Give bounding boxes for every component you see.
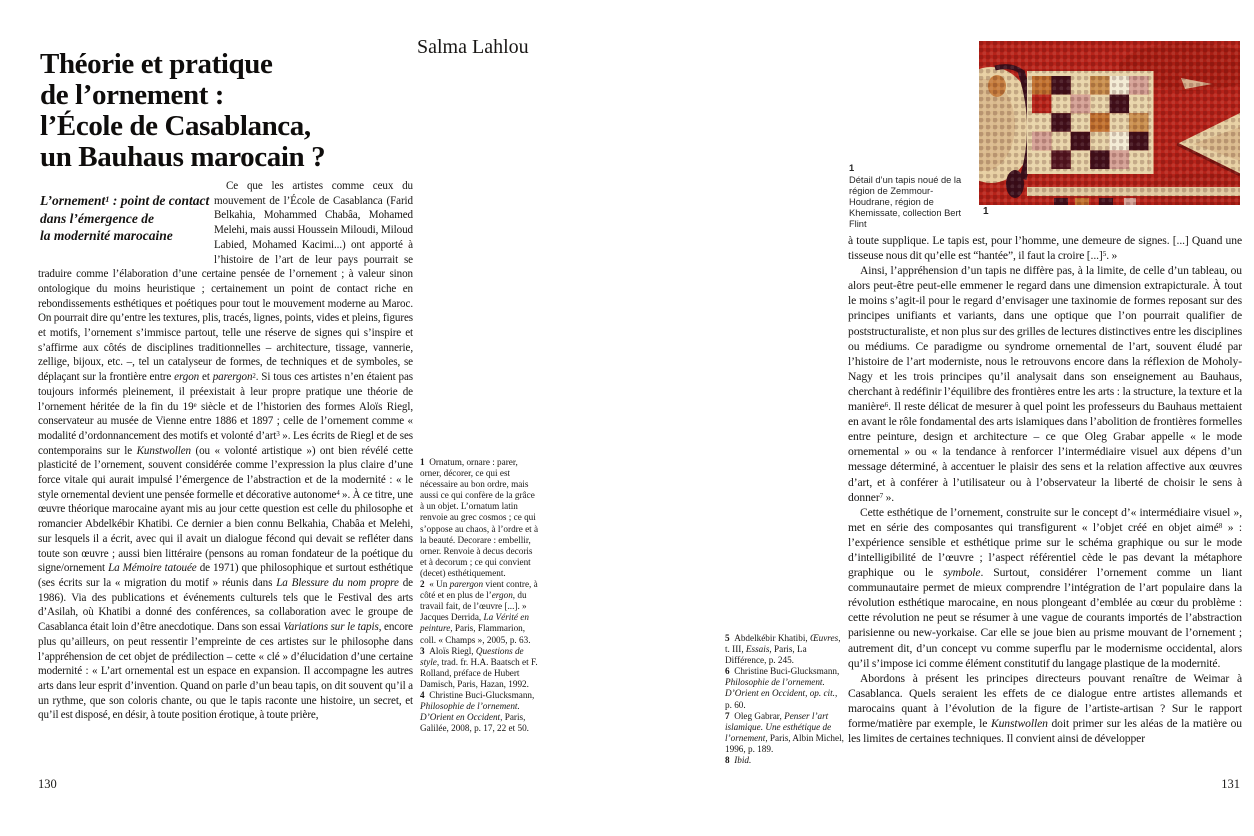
page-number-right: 131 xyxy=(1221,777,1240,791)
title-line: l’École de Casablanca, xyxy=(40,110,311,143)
footnote: 7 Oleg Gabrar, Penser l’art islamique. Une esthétique de l’ornement, Paris, Albin Michel, 1996, p. 189. xyxy=(725,710,844,754)
article-title xyxy=(40,49,325,173)
footnote: 2 « Un parergon vient contre, à côté et en plus de l’ergon, du travail fait, de l’œuvre [...]. » Jacques Derrida, La Vérité en peinture, Paris, Flammarion, coll. « Champs », 2005, p. 63. xyxy=(420,579,538,645)
footnote: 6 Christine Buci-Glucksmann, Philosophie de l’ornement. D’Orient en Occident, op. cit., p. 60. xyxy=(725,666,840,710)
figure-marker: 1 xyxy=(983,206,989,217)
right-page-body-column xyxy=(848,233,1242,746)
section-subtitle: L’ornement$^1$ : point de contact dans l’émergence de la modernité marocaine xyxy=(40,193,210,244)
body-paragraph xyxy=(38,179,413,723)
footnote: 8 Ibid. xyxy=(725,755,752,766)
footnote: 1 Ornatum, ornare : parer, orner, décorer, ce qui est nécessaire au bon ordre, mais aussi ce qui confère de la grâce à un objet. L’ornatum latin renvoie au grec cosmos ; ce qui s’oppose au chaos, à l’ordre et à la beauté. Decorare : embellir, orner. Renvoie à decus decoris et à decorum ; ce qui convient (decet) esthétiquement. xyxy=(420,457,539,578)
body-paragraph: à toute supplique. Le tapis est, pour l’homme, une demeure de signes. [...] Quand une tisseuse nous dit qu’elle est “hantée”, il faut la croire [...]$^5$. » xyxy=(848,234,1242,263)
body-paragraph: Abordons à présent les principes directeurs pouvant renaître de Weimar à Casablanca. Quels seraient les effets de ce dialogue entre artistes allemands et marocains quant à l’évolution de la figure de l’artiste-artisan ? Sur le rapport forme/matière par exemple, le Kunstwollen doit primer sur les aléas de la matière ou les limites de certaines techniques. Il convient ainsi de développer xyxy=(848,671,1242,746)
figure-caption-label: 1 xyxy=(849,163,855,173)
carpet-knot-texture xyxy=(979,41,1240,205)
figure-caption-text: Détail d’un tapis noué de la région de Zemmour-Houdrane, région de Khemissate, collection Bert Flint xyxy=(849,175,962,229)
carpet-photo xyxy=(979,41,1240,205)
subtitle-wrap-spacer xyxy=(38,179,214,253)
footnotes-column-1 xyxy=(420,457,540,734)
body-paragraph: Cette esthétique de l’ornement, construite sur le concept d’« intermédiaire visuel », met en série des composantes qui transfigurent « l’objet créé en objet aimé$^8$ » : l’expérience sensible et esthétique prime sur le schéma graphique ou sur le mode d’intelligibilité de l’œuvre ; l’aspect référentiel cède le pas devant la métaphore graphique ou le symbole. Surtout, considérer l’ornement comme un liant communautaire permet de mieux comprendre l’intégration de l’art populaire dans la révolution esthétique marocaine, en nous plongeant d’emblée au cœur du problème : cette révolution ne peut se résumer à une vague de courants importés de l’abstraction parisienne ou new-yorkaise. Car elle se joue bien au prisme mouvant de l’ornement ; autrement dit, d’un concept vu comme superflu par le modernisme occidental, alors qu’il s’impose ici comme élément constitutif du langage plastique de la modernité. xyxy=(848,505,1242,670)
figure-caption xyxy=(849,163,973,230)
footnote: 3 Aloïs Riegl, Questions de style, trad. fr. H.A. Baatsch et F. Rolland, préface de Hubert Damisch, Paris, Hazan, 1992. xyxy=(420,645,538,689)
page-number-left: 130 xyxy=(38,777,57,791)
title-line: un Bauhaus marocain ? xyxy=(40,141,326,174)
title-line: Théorie et pratique xyxy=(40,48,273,81)
footnote: 4 Christine Buci-Glucksmann, Philosophie de l’ornement. D’Orient en Occident, Paris, Galilée, 2008, p. 17, 22 et 50. xyxy=(420,689,535,734)
body-paragraph: Ainsi, l’appréhension d’un tapis ne diffère pas, à la limite, de celle d’un tableau, ou alors peut-être peut-elle emmener le regard dans une dimension extrapicturale. À tout le moins s’agit-il pour le regard d’envisager une taxinomie de formes reposant sur des principes unifiants et variants, dans une optique que l’on pourrait qualifier de poststructuraliste, et non plus sur des grilles de lectures distinctives entre les disciplines ou médiums. Ce paradigme ou syndrome ornemental de l’art, souvent éludé par l’histoire de l’art moderniste, nous le retrouvons encore dans la réflexion de Moholy-Nagy et les trois principes qu’il analysait dans son enseignement au Bauhaus, cherchant à redéfinir l’équilibre des frontières entre les arts : la structure, la texture et la manière$^6$. Il reste délicat de mesurer à quel point les professeurs du Bauhaus mettaient en avant le rôle fondamental des arts islamiques dans l’abolition de frontières formelles entre peinture, design et architecture – ce que Oleg Grabar appelle « le mode ornemental » ou « la tendance à renforcer l’intermédiaire visuel aux dépens d’un message déterminé, à accentuer le plaisir des sens et la relation affective aux œuvres d’art, et à conférer à l’utilisateur ou à l’observateur la liberté de choisir le sens à donner$^7$ ». xyxy=(848,264,1242,504)
footnotes-column-2 xyxy=(725,633,845,766)
footnote: 5 Abdelkébir Khatibi, Œuvres, t. III, Essais, Paris, La Différence, p. 245. xyxy=(725,633,841,666)
left-page-body-column xyxy=(38,179,413,723)
author-name: Salma Lahlou xyxy=(417,36,529,58)
carpet-photo-figure xyxy=(979,41,1240,205)
body-text: Ce que les artistes comme ceux du mouvement de l’École de Casablanca (Farid Belkahia, Mohammed Chabâa, Mohamed Melehi, mais aussi Houssein Miloudi, Miloud Labied, Mohamed Kacimi...) ont apporté à l’histoire de l’art de leur pays pourrait se traduire comme l’élaboration d’une certaine pensée de l’ornement ; à valeur sinon ontologique du moins heuristique ; certainement un point de contact riche en rebondissements esthétiques et poétiques pour tout le mouvement moderne au Maroc. On pourrait dire qu’entre les textures, plis, tracés, lignes, points, vides et pleins, figures et motifs, l’ornement s’immisce partout, telle une réserve de signes qui s’inspire et s’affirme aux côtés de disciplines traditionnelles – architecture, tissage, vannerie, zellige, bijoux, etc. –, tel un catalyseur de formes, de techniques et de symboles, se déplaçant sur la frontière entre ergon et parergon$^2$. Si tous ces artistes n’en étaient pas toujours informés pleinement, il préexistait à leur propre pratique une théorie de l’ornement héritée de la fin du 19e siècle et de l’historien des formes Aloïs Riegl, conservateur au musée de Vienne entre 1886 et 1897 ; celle de l’ornement comme « modalité d’ordonnancement des motifs et volonté d’art$^3$ ». Les écrits de Riegl et de ses contemporains sur le Kunstwollen (ou « volonté artistique ») ont bien révélé cette plasticité de l’ornement, souvent considérée comme l’expression la plus claire d’une force vitale qui aurait impulsé l’émergence de l’abstraction et de la modernité : « le style ornemental devient une pensée formelle et décorative autonome$^4$ ». À ce titre, une œuvre théorique marocaine ayant mis au jour cette question est celle du philosophe et romancier Abdelkébir Khatibi. Ce dernier a bien connu Belkahia, Chabâa et Melehi, sur lesquels il a écrit, avec qui il avait un dialogue fécond qui devait se refléter dans toute son œuvre ; aussi bien littéraire (pensons au roman fondateur de la poétique du signe/ornement La Mémoire tatouée de 1971) que philosophique et surtout esthétique (ses écrits sur la « migration du motif » réunis dans La Blessure du nom propre de 1986). Via des publications et événements culturels tels que le Festival des arts d’Asilah, où Khatibi a donné des conférences, sa collaboration avec le groupe de Casablanca était loin d’être anecdotique. Dans son essai Variations sur le tapis, encore plus qu’ailleurs, on peut ressentir l’empreinte de ces artistes sur le philosophe dans l’appréhension de cet objet de prédilection – cette « clé » d’élucidation d’une certaine modernité : « L’art ornemental est un espace en expansion. Il accompagne les autres arts dans leur esprit d’invention. Quand on parle d’un beau tapis, on dit souvent qu’il a un rythme, que son coloris chante, ou que le tapis raconte une histoire, un secret, et qu’il est disposé, en désir, à toute position érotique, à toute prière, xyxy=(38,180,414,722)
title-line: de l’ornement : xyxy=(40,79,225,112)
